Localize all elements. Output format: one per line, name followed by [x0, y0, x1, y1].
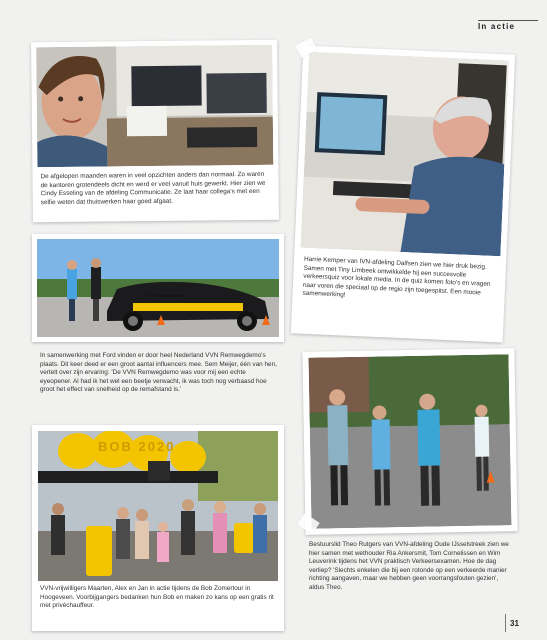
selfie-photo [36, 45, 273, 167]
ford-caption-text: In samenwerking met Ford vinden er door heel Nederland VVN Remwegdemo's plaats. Dit keer deed er een groot aantal influencers mee. Sem Meijer, één van hen, vertelt over zijn ervaring: 'De VVN Remwegdemo was voor mij een echte eyeopener. Al had ik het wel een beetje verwacht, ik was toch nog verbaasd hoe groot het effect van snelheid op de remafstand is.' [40, 352, 277, 394]
page-number: 31 [510, 619, 519, 628]
car-livery-text: VVN Remwegdemo [147, 293, 184, 298]
harrie-card [291, 46, 515, 343]
page-number-rule [505, 614, 506, 632]
ford-card [32, 234, 284, 342]
bob-card [32, 425, 284, 631]
harrie-caption [302, 256, 498, 307]
selfie-caption [40, 171, 272, 208]
theo-card [302, 348, 517, 535]
selfie-caption-text: De afgelopen maanden waren in veel opzichten anders dan normaal. Zo waren de kantoren grotendeels dicht en werd er veel vanuit huis gewerkt. Hier zien we Cindy Esseling van de afdeling Communicatie. Ze laat haar collega's met een selfie weten dat thuiswerken haar goed afgaat. [40, 170, 266, 206]
theo-caption [309, 541, 509, 593]
ford-caption [40, 352, 278, 395]
theo-caption-text: Bestuurslid Theo Rutgers van VVN-afdeling Oude IJsselstreek zien we hier samen met wethouder Ria Ankersmit, Tom Cornelissen en Wim Leuverink tijdens het VVN praktisch Verkeersexamen. Hoe de dag verliep? 'Slechts enkelen die bij een rotonde op een verkeerde manier richting aangaven, maar we hebben geen voorrangsfouten gezien', aldus Theo. [309, 541, 509, 591]
harrie-caption-text: Harrie Kemper van IVN-afdeling Dalfsen zien we hier druk bezig. Samen met Tiny Limbeek ontwikkelde hij een succesvolle verkeersquiz voor lokale media. In de quiz komen foto's en vragen naar voren die speciaal op de regio zijn toegespitst. Een mooie samenwerking! [302, 255, 491, 299]
harrie-photo [301, 52, 509, 257]
section-label: In actie [478, 22, 516, 31]
ford-photo [37, 239, 279, 337]
balloon-text: BOB 2020 [98, 439, 176, 454]
theo-photo [309, 354, 512, 528]
bob-caption [40, 585, 276, 611]
bob-caption-text: VVN-vrijwilligers Maarten, Alex en Jan in actie tijdens de Bob Zomertour in Hoogeveen. Voorbijgangers bedanken hun Bob en maken zo kans op een gratis rit met privéchauffeur. [40, 585, 274, 610]
bob-photo [38, 431, 278, 581]
selfie-card [31, 40, 279, 223]
section-rule [478, 20, 538, 21]
